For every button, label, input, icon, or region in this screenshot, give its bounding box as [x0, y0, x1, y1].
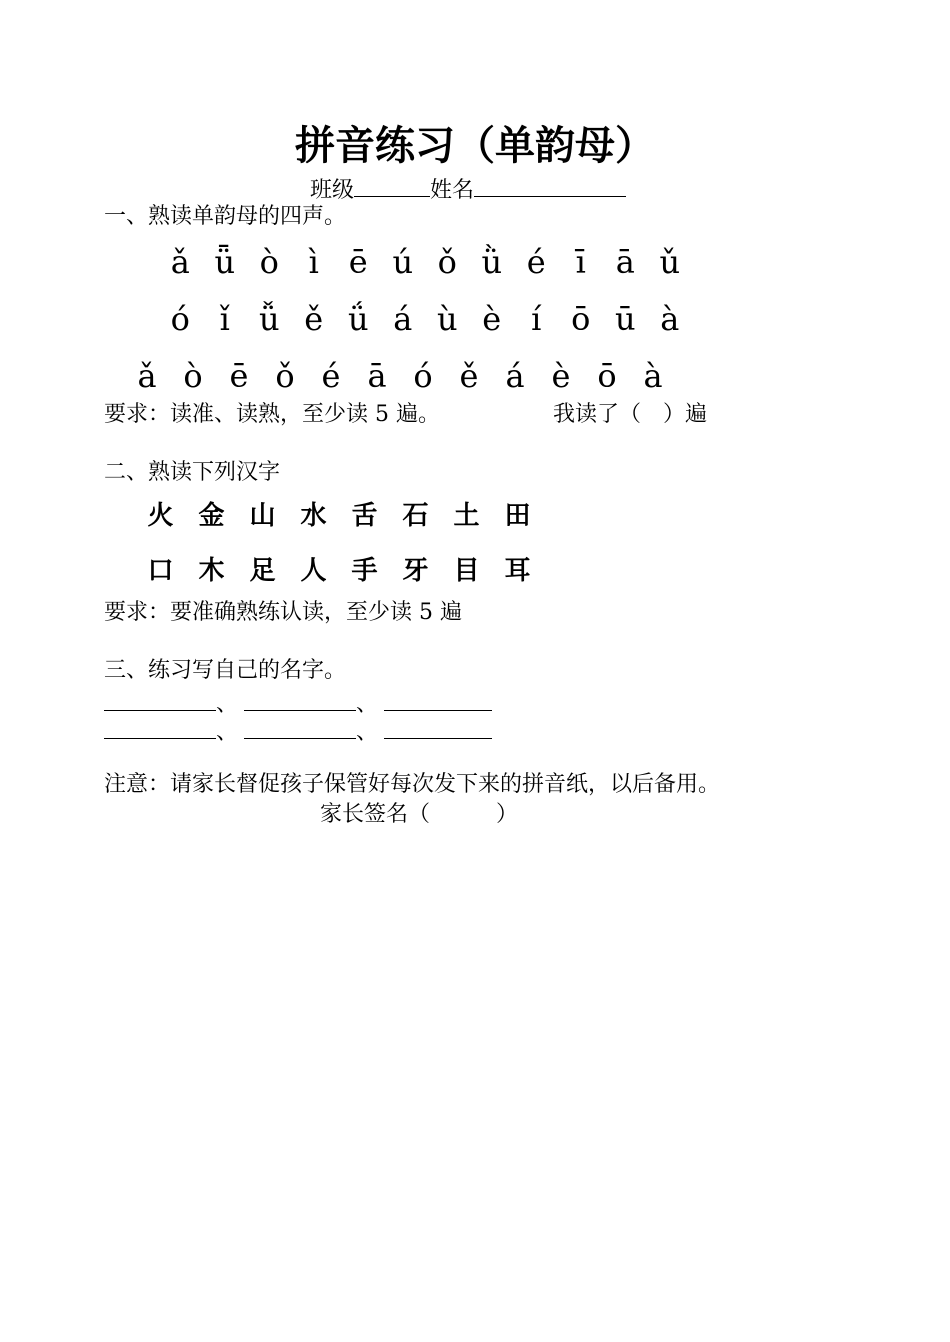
- pinyin-syllable: ā: [367, 357, 387, 395]
- hanzi-character: 目: [453, 556, 480, 586]
- hanzi-character: 木: [198, 556, 225, 586]
- pinyin-syllable: ā: [615, 243, 635, 281]
- pinyin-syllable: ó: [170, 300, 190, 338]
- hanzi-character: 足: [249, 556, 276, 586]
- pinyin-syllable: á: [393, 300, 413, 338]
- hanzi-character: 田: [504, 501, 531, 531]
- name-blank-6[interactable]: [384, 716, 492, 739]
- pinyin-syllable: ē: [348, 243, 368, 281]
- class-label: 班级: [310, 178, 355, 203]
- hanzi-character: 耳: [504, 556, 531, 586]
- pinyin-syllable: ǒ: [275, 357, 295, 395]
- read-count: 我读了（ ）遍: [553, 402, 708, 427]
- pinyin-syllable: é: [526, 243, 546, 281]
- pinyin-syllable: à: [643, 357, 663, 395]
- section2-heading: 二、熟读下列汉字: [104, 460, 281, 485]
- pinyin-syllable: è: [551, 357, 571, 395]
- name-blank-4[interactable]: [104, 716, 216, 739]
- pinyin-syllable: ǔ: [659, 243, 681, 281]
- pinyin-syllable: ǎ: [137, 357, 157, 395]
- pinyin-row-1: [158, 242, 692, 282]
- pinyin-syllable: ó: [413, 357, 433, 395]
- hanzi-character: 山: [249, 501, 276, 531]
- pinyin-syllable: ù: [436, 300, 458, 338]
- pinyin-syllable: ǘ: [347, 300, 369, 338]
- hanzi-character: 金: [198, 501, 225, 531]
- pinyin-syllable: é: [321, 357, 341, 395]
- name-practice-line-2: [104, 716, 492, 748]
- section1-requirement: 要求：读准、读熟，至少读 5 遍。: [104, 402, 440, 427]
- hanzi-row-1: [135, 498, 543, 534]
- pinyin-syllable: ò: [259, 243, 279, 281]
- pinyin-syllable: í: [531, 300, 542, 338]
- name-blank-2[interactable]: [244, 688, 356, 711]
- pinyin-syllable: ī: [575, 243, 586, 281]
- pinyin-syllable: ú: [392, 243, 414, 281]
- hanzi-row-2: [135, 553, 543, 589]
- separator: 、: [356, 720, 379, 745]
- separator: 、: [216, 720, 239, 745]
- pinyin-syllable: ǜ: [481, 243, 503, 281]
- hanzi-character: 土: [453, 501, 480, 531]
- section2-requirement: 要求：要准确熟练认读，至少读 5 遍: [104, 600, 462, 625]
- separator: 、: [356, 692, 379, 717]
- name-blank[interactable]: [474, 174, 626, 197]
- pinyin-syllable: ǚ: [258, 300, 280, 338]
- pinyin-syllable: à: [660, 300, 680, 338]
- pinyin-syllable: ǐ: [219, 300, 230, 338]
- pinyin-syllable: ě: [304, 300, 324, 338]
- pinyin-row-3: [124, 356, 676, 396]
- parent-note: 注意：请家长督促孩子保管好每次发下来的拼音纸，以后备用。: [104, 772, 721, 797]
- pinyin-syllable: ǎ: [170, 243, 190, 281]
- pinyin-syllable: è: [482, 300, 502, 338]
- pinyin-syllable: ō: [597, 357, 617, 395]
- name-label: 姓名: [430, 178, 475, 203]
- pinyin-syllable: ǒ: [437, 243, 457, 281]
- pinyin-syllable: ì: [308, 243, 319, 281]
- parent-signature: 家长签名（ ）: [320, 802, 519, 827]
- pinyin-syllable: ō: [571, 300, 591, 338]
- class-name-line: [310, 174, 626, 206]
- pinyin-syllable: ǖ: [214, 243, 236, 281]
- pinyin-syllable: ě: [459, 357, 479, 395]
- separator: 、: [216, 692, 239, 717]
- pinyin-syllable: ò: [183, 357, 203, 395]
- pinyin-syllable: ē: [229, 357, 249, 395]
- name-blank-1[interactable]: [104, 688, 216, 711]
- hanzi-character: 口: [147, 556, 174, 586]
- hanzi-character: 火: [147, 501, 174, 531]
- page-title: 拼音练习（单韵母）: [295, 123, 655, 169]
- hanzi-character: 手: [351, 556, 378, 586]
- hanzi-character: 人: [300, 556, 327, 586]
- hanzi-character: 牙: [402, 556, 429, 586]
- section3-heading: 三、练习写自己的名字。: [104, 658, 347, 683]
- name-blank-3[interactable]: [384, 688, 492, 711]
- section1-heading: 一、熟读单韵母的四声。: [104, 204, 347, 229]
- class-blank[interactable]: [354, 174, 430, 197]
- pinyin-syllable: ū: [614, 300, 636, 338]
- name-blank-5[interactable]: [244, 716, 356, 739]
- hanzi-character: 舌: [351, 501, 378, 531]
- pinyin-row-2: [158, 299, 692, 339]
- hanzi-character: 石: [402, 501, 429, 531]
- hanzi-character: 水: [300, 501, 327, 531]
- pinyin-syllable: á: [505, 357, 525, 395]
